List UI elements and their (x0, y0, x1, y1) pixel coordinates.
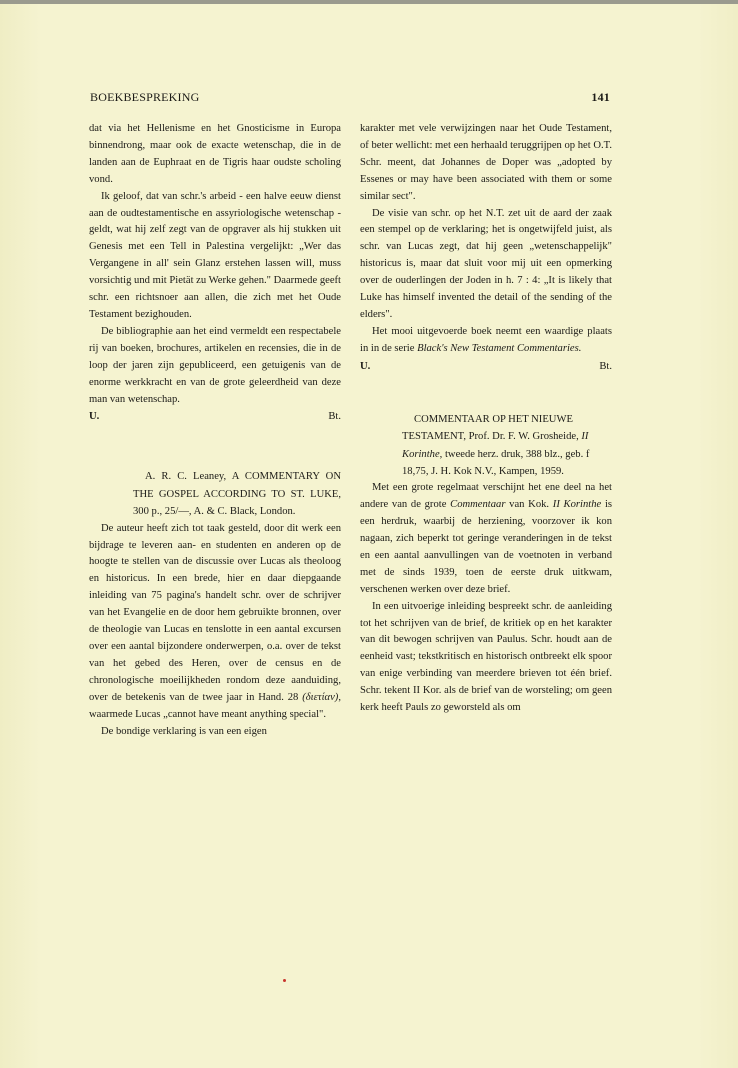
spacer (360, 375, 612, 411)
review-text: De auteur heeft zich tot taak gesteld, door dit werk een bijdrage te leveren aan- en studenten en anderen op de hoogte te stellen van de discussie over Lucas als theoloog en historicus. In een brede, hier en daar diepgaande inleiding van 75 pagina's handelt schr. over de schrijver van het Evangelie en de door hem gebruikte bronnen, over de theologie van Lucas en tenslotte in een aantal excursen over een aantal bijzondere onderwerpen, o.a. over de tekst van het gebed des Heren, over de census en de chronologische moeilijkheden rondom deze aanduiding, over de betekenis van de twee jaar in Hand. 28 (89, 522, 341, 703)
series-title: Black's New Testament Commentaries. (417, 342, 582, 354)
review-heading-grosheide (360, 411, 612, 481)
ink-speck (283, 979, 286, 982)
left-column (89, 121, 341, 740)
review-paragraph-1 (89, 521, 341, 724)
right-column (360, 121, 612, 717)
signature-line-right (360, 358, 612, 375)
signature-line (89, 408, 341, 425)
left-paragraph-2: Ik geloof, dat van schr.'s arbeid - een halve eeuw dienst aan de oudtestamentische en assyriologische wetenschap - geldt, wat hij zelf zegt van de opgraver als hij stukken uit Genesis met een Tell in Palestina vergelijkt: „Wer das Vergangene in all' sein Glanz erstehen lassen will, muss vorsichtig und mit Pietät zu Werke gehen." Daarmede geeft schr. een richtsnoer aan allen, die zich met het Oude Testament bezighouden. (89, 190, 341, 320)
signature-name: Bt. (328, 411, 341, 423)
greek-term: (διετίαν) (302, 691, 339, 703)
review-text-continued: , waarmede Lucas „cannot have meant anything special". (89, 691, 341, 720)
page-number: 141 (591, 90, 610, 104)
review-paragraph-2: De bondige verklaring is van een eigen (101, 725, 267, 737)
paragraph-text: van Kok. (509, 499, 550, 511)
heading-text-continued: tweede herz. druk, 388 blz., geb. f 18,75, J. H. Kok N.V., Kampen, 1959. (402, 448, 590, 477)
paragraph-text: Het mooi uitgevoerde boek neemt een waardige plaats in in de serie (360, 325, 612, 354)
spacer (89, 425, 341, 468)
page-header (90, 90, 610, 110)
signature-initial: U. (89, 411, 100, 423)
right-paragraph-2: De visie van schr. op het N.T. zet uit de aard der zaak een stempel op de verklaring; het is ongetwijfeld juist, als schr. van Lucas zegt, dat hij geen „wetenschappelijk" historicus is, maar dat sluit voor mij uit een opmerking over de ouderlingen der Joden in h. 7 : 4: „It is likely that Luke has himself invented the detail of the sending of the elders". (360, 207, 612, 320)
heading-text: COMMENTAAR OP HET NIEUWE TESTAMENT, Prof. Dr. F. W. Grosheide, (402, 413, 579, 443)
left-paragraph-3: De bibliographie aan het eind vermeldt een respectabele rij van boeken, brochures, artikelen en recensies, die in de loop der jaren zijn gepubliceerd, een getuigenis van de enorme werkkracht en van de grote geleerdheid van deze man van wetenschap. (89, 325, 341, 405)
right-paragraph-3 (360, 324, 612, 358)
right-paragraph-1: karakter met vele verwijzingen naar het Oude Testament, of beter wellicht: met een herhaald teruggrijpen op het O.T. Schr. meent, dat Johannes de Doper was „adopted by Essenes or may have been associated with them or some similar sect". (360, 123, 612, 202)
heading-book-title: II Korinthe, (402, 431, 589, 460)
signature-name: Bt. (599, 360, 612, 372)
scan-edge (0, 0, 738, 4)
right-paragraph-4 (360, 480, 612, 598)
book-title: II Korinthe (552, 499, 602, 511)
signature-initial: U. (360, 360, 371, 372)
commentaar-title: Commentaar (450, 499, 506, 511)
paragraph-text: is een herdruk, waarbij de herziening, voorzover ik kon nagaan, zich beperkt tot geringe veranderingen in de tekst en een aantal aanvullingen van de voetnoten in verband met de sinds 1939, toen de eerste druk uitkwam, verschenen werken over deze brief. (360, 499, 613, 595)
running-title: BOEKBESPREKING (90, 90, 200, 104)
paragraph-text: Met een grote regelmaat verschijnt het ene deel na het andere van de grote (360, 482, 612, 511)
left-paragraph-1: dat via het Hellenisme en het Gnosticisme in Europa binnendrong, maar ook de exacte wetenschap, die in de landen aan de Euphraat en de Tigris haar oudste scholing vond. (89, 123, 341, 185)
review-heading-leaney: A. R. C. Leaney, A COMMENTARY ON THE GOSPEL ACCORDING TO ST. LUKE, 300 p., 25/—, A. & C. Black, London. (133, 471, 341, 518)
right-paragraph-5: In een uitvoerige inleiding bespreekt schr. de aanleiding tot het schrijven van de brief, de kritiek op en het karakter van dit bewogen schrijven van Paulus. Schr. houdt aan de eenheid vast; tekstkritisch en historisch ontbreekt elk spoor van enige verbinding van meerdere brieven tot één brief. Schr. tekent II Kor. als de brief van de worsteling; om geen kerk heeft Pauls zo geworsteld als om (360, 600, 612, 714)
